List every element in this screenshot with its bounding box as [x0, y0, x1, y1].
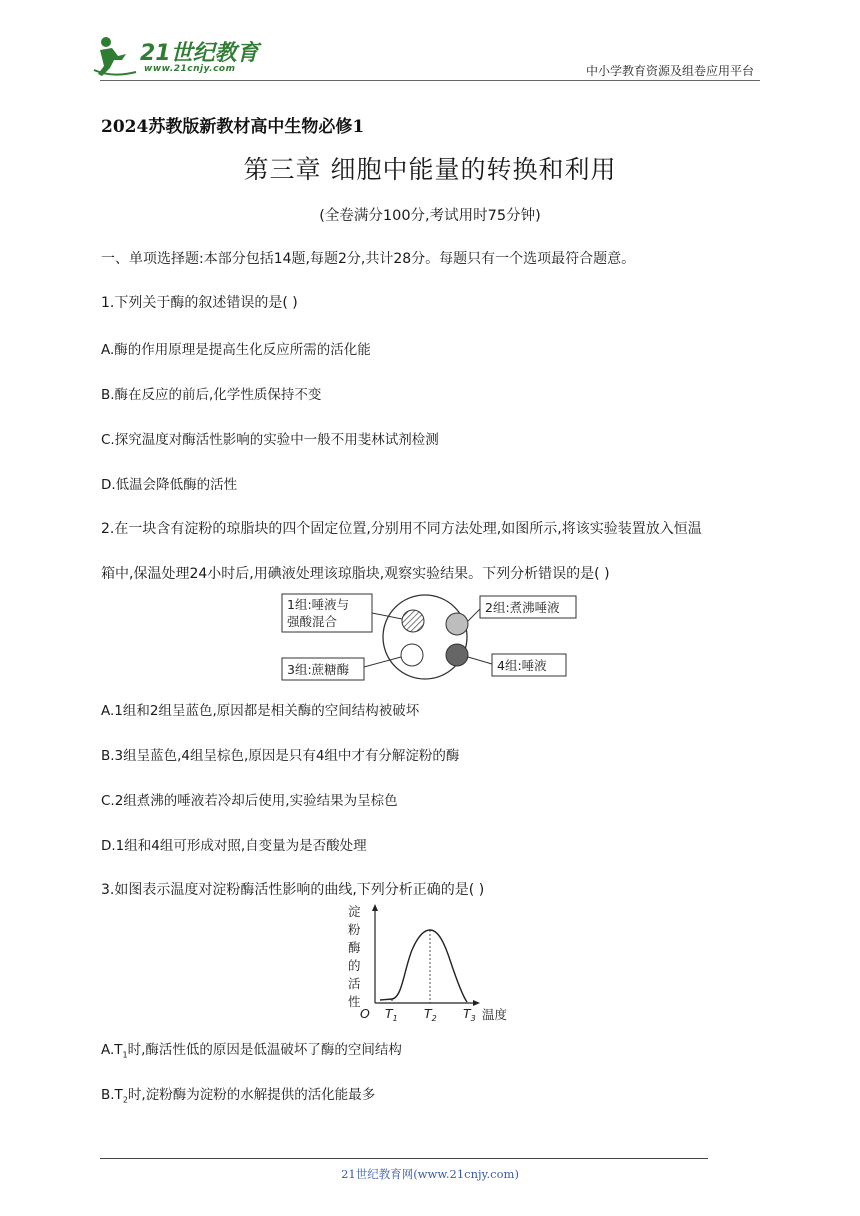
q2-option-d: D.1组和4组可形成对照,自变量为是否酸处理 — [101, 838, 367, 854]
group2-well — [446, 613, 468, 635]
doc-subtitle: 2024苏教版新教材高中生物必修1 — [101, 117, 365, 137]
group1-label-line2: 强酸混合 — [287, 614, 338, 629]
q3-option-a: $A.T_1$时,酶活性低的原因是低温破坏了酶的空间结构 — [101, 1042, 402, 1060]
graph-xlabel: 温度 — [482, 1007, 508, 1022]
doc-note: (全卷满分100分,考试用时75分钟) — [319, 208, 541, 224]
group2-label: 2组:煮沸唾液 — [485, 600, 560, 615]
graph-ylabel: 淀 粉 酶 的 活 性 — [348, 904, 361, 1009]
header-divider — [100, 80, 760, 81]
q1-option-b: B.酶在反应的前后,化学性质保持不变 — [101, 387, 322, 403]
agar-block — [383, 595, 467, 679]
q3-stem: 3.如图表示温度对淀粉酶活性影响的曲线,下列分析正确的是( ) — [101, 882, 485, 898]
doc-title: 第三章 细胞中能量的转换和利用 — [243, 155, 617, 184]
group3-well — [401, 644, 423, 666]
q3-option-b: $B.T_2$时,淀粉酶为淀粉的水解提供的活化能最多 — [101, 1087, 376, 1105]
q2-stem-line2: 箱中,保温处理24小时后,用碘液处理该琼脂块,观察实验结果。下列分析错误的是( ) — [101, 566, 610, 582]
graph-t2-label: $T_2$ — [424, 1006, 437, 1023]
q1-option-a: A.酶的作用原理是提高生化反应所需的活化能 — [101, 342, 371, 358]
graph-curve — [380, 930, 467, 1002]
group4-label: 4组:唾液 — [497, 658, 547, 673]
group3-label: 3组:蔗糖酶 — [287, 662, 350, 677]
q2-agar-figure — [280, 592, 580, 682]
group1-well — [402, 610, 424, 632]
q3-enzyme-temperature-graph — [340, 900, 520, 1025]
q1-option-d: D.低温会降低酶的活性 — [101, 477, 238, 493]
q1-stem: 1.下列关于酶的叙述错误的是( ) — [101, 295, 298, 311]
graph-t1-label: $T_1$ — [385, 1006, 398, 1023]
q1-option-c: C.探究温度对酶活性影响的实验中一般不用斐林试剂检测 — [101, 432, 439, 448]
q2-option-b: B.3组呈蓝色,4组呈棕色,原因是只有4组中才有分解淀粉的酶 — [101, 748, 460, 764]
footer-text: 21世纪教育网(www.21cnjy.com) — [341, 1167, 519, 1181]
site-logo — [92, 34, 262, 80]
footer-divider — [100, 1158, 708, 1159]
graph-origin: O — [360, 1006, 370, 1021]
logo-text: 21世纪教育 — [140, 41, 259, 66]
section-heading: 一、单项选择题:本部分包括14题,每题2分,共计28分。每题只有一个选项最符合题意。 — [101, 251, 636, 267]
logo-url: www.21cnjy.com — [144, 64, 236, 74]
q2-option-c: C.2组煮沸的唾液若冷却后使用,实验结果为呈棕色 — [101, 793, 398, 809]
q2-option-a: A.1组和2组呈蓝色,原因都是相关酶的空间结构被破坏 — [101, 703, 420, 719]
graph-t3-label: $T_3$ — [463, 1006, 476, 1023]
header-platform-text: 中小学教育资源及组卷应用平台 — [585, 64, 754, 78]
group4-well — [446, 644, 468, 666]
group1-label-line1: 1组:唾液与 — [287, 597, 350, 612]
q2-stem-line1: 2.在一块含有淀粉的琼脂块的四个固定位置,分别用不同方法处理,如图所示,将该实验装置放入恒温 — [101, 521, 702, 537]
